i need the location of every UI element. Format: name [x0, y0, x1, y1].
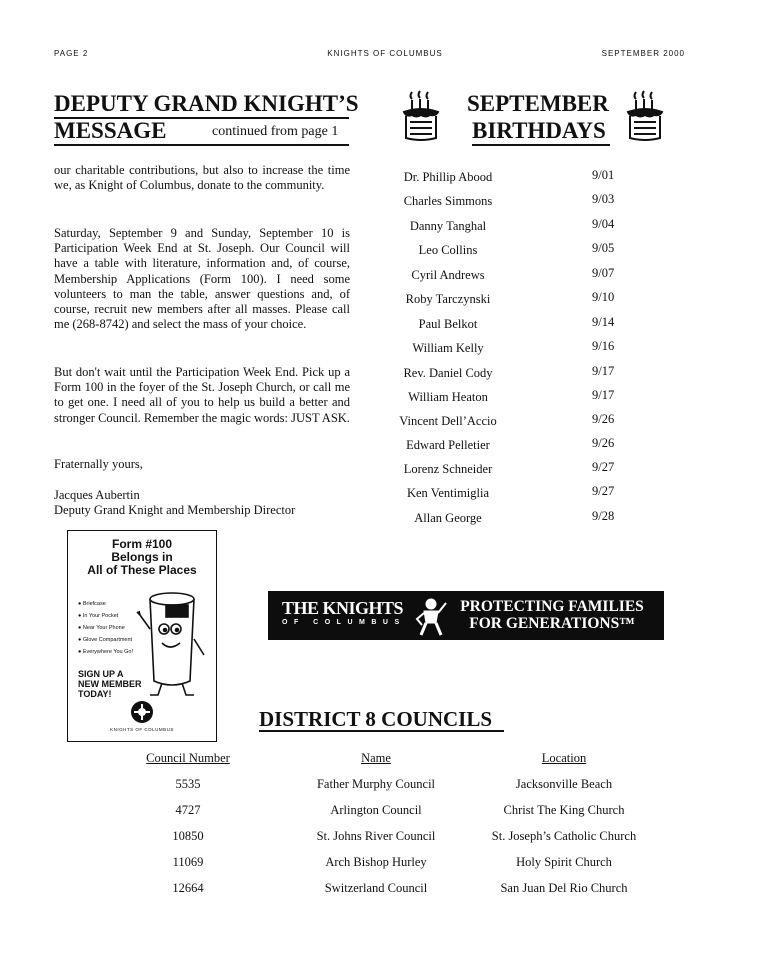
birthday-name: William Kelly	[412, 341, 484, 355]
birthday-date: 9/16	[592, 339, 615, 353]
knight-figure-icon	[414, 595, 448, 637]
birthdays-title-line1: SEPTEMBER	[467, 91, 609, 116]
dgk-title-line2: MESSAGE	[54, 118, 167, 143]
birthday-date: 9/17	[592, 388, 615, 402]
dgk-continued-note: continued from page 1	[212, 124, 339, 139]
dgk-paragraph-3: But don't wait until the Participation Week End. Pick up a Form 100 in the foyer of the St. Joseph Church, or call me to get one. I need all of you to help us build a better and stronger Council. Remember the magic words: JUST ASK.	[54, 365, 350, 425]
birthday-name: Edward Pelletier	[406, 438, 490, 452]
birthday-date: 9/26	[592, 412, 615, 426]
birthday-name: Charles Simmons	[403, 194, 493, 208]
birthday-name: Ken Ventimiglia	[406, 486, 490, 500]
birthday-name: Leo Collins	[418, 243, 478, 257]
birthday-name: Allan George	[414, 511, 482, 525]
birthday-name: Cyril Andrews	[411, 268, 485, 282]
council-number-cell: 4727	[175, 803, 201, 817]
council-name-cell: Arch Bishop Hurley	[325, 855, 427, 869]
form-mascot-icon	[136, 589, 208, 699]
birthday-date: 9/04	[592, 217, 615, 231]
dgk-title-line1: DEPUTY GRAND KNIGHT’S	[54, 91, 359, 116]
birthdays-title-line2: BIRTHDAYS	[472, 118, 606, 143]
dgk-signature-name: Jacques Aubertin	[54, 488, 140, 502]
birthday-name: William Heaton	[408, 390, 488, 404]
dgk-signature-title: Deputy Grand Knight and Membership Director	[54, 503, 296, 517]
birthday-cake-icon	[398, 88, 444, 142]
form-ad-bullet: ● In Your Pocket	[78, 613, 119, 619]
issue-date: SEPTEMBER 2000	[601, 49, 685, 58]
birthday-date: 9/27	[592, 460, 615, 474]
dgk-title-underline-2	[54, 144, 349, 146]
form-ad-cta-3: TODAY!	[78, 689, 112, 699]
councils-header-location: Location	[541, 751, 587, 765]
protecting-families-banner	[268, 591, 664, 640]
form-ad-bullet: ● Glove Compartment	[78, 637, 133, 643]
council-number-cell: 5535	[175, 777, 201, 791]
councils-header-number: Council Number	[146, 751, 230, 765]
form-ad-title-1: Form #100	[111, 537, 173, 551]
council-number-cell: 11069	[172, 855, 204, 869]
form-ad-bullet: ● Everywhere You Go!	[78, 649, 134, 655]
birthday-name: Lorenz Schneider	[403, 462, 493, 476]
form-ad-bullets	[78, 598, 133, 658]
birthdays-title-underline	[472, 144, 610, 146]
birthday-date: 9/07	[592, 266, 615, 280]
council-location-cell: Christ The King Church	[503, 803, 625, 817]
council-location-cell: St. Joseph’s Catholic Church	[491, 829, 637, 843]
form-ad-bullet: ● Near Your Phone	[78, 625, 125, 631]
council-location-cell: San Juan Del Rio Church	[500, 881, 628, 895]
birthday-name: Roby Tarczynski	[405, 292, 491, 306]
council-location-cell: Jacksonville Beach	[515, 777, 613, 791]
council-number-cell: 10850	[172, 829, 204, 843]
council-name-cell: St. Johns River Council	[316, 829, 436, 843]
knights-emblem-icon	[127, 699, 157, 725]
birthday-date: 9/28	[592, 509, 615, 523]
birthday-name: Dr. Phillip Abood	[403, 170, 493, 184]
birthday-name: Rev. Daniel Cody	[403, 366, 493, 380]
birthday-date: 9/17	[592, 364, 615, 378]
newsletter-name: KNIGHTS OF COLUMBUS	[327, 49, 443, 58]
dgk-paragraph-2: Saturday, September 9 and Sunday, September 10 is Participation Week End at St. Joseph. Our Council will have a table with literature, information and, of course, Membership Applications (Form 100). I need some volunteers to man the table, answer questions and, of course, recruit new members after all masses. Please call me (268-8742) and select the mass of your choice.	[54, 226, 350, 332]
form-ad-bullet: ● Briefcase	[78, 601, 106, 607]
birthday-name: Vincent Dell’Accio	[399, 414, 497, 428]
council-name-cell: Father Murphy Council	[316, 777, 436, 791]
council-location-cell: Holy Spirit Church	[516, 855, 612, 869]
birthday-date: 9/03	[592, 192, 615, 206]
councils-title-underline	[259, 730, 504, 732]
birthday-name: Danny Tanghal	[409, 219, 487, 233]
council-number-cell: 12664	[172, 881, 204, 895]
form-ad-cta-2: NEW MEMBER	[78, 679, 142, 689]
birthday-date: 9/05	[592, 241, 615, 255]
form-ad-emblem-caption: KNIGHTS OF COLUMBUS	[110, 727, 174, 732]
council-name-cell: Switzerland Council	[324, 881, 428, 895]
page-number: PAGE 2	[54, 49, 89, 58]
banner-knights-title: THE KNIGHTS	[282, 598, 404, 618]
dgk-paragraph-1: our charitable contributions, but also to increase the time we, as Knight of Columbus, donate to the community.	[54, 163, 350, 193]
form-ad-title-3: All of These Places	[87, 563, 197, 577]
form-100-ad	[67, 530, 217, 742]
birthday-date: 9/01	[592, 168, 615, 182]
birthday-cake-icon	[622, 88, 668, 142]
birthday-date: 9/26	[592, 436, 615, 450]
birthday-date: 9/14	[592, 315, 615, 329]
form-ad-title-2: Belongs in	[111, 550, 173, 564]
birthday-date: 9/27	[592, 484, 615, 498]
banner-slogan-line1: PROTECTING FAMILIES	[460, 598, 644, 615]
banner-of-columbus: OF COLUMBUS	[282, 619, 406, 626]
council-name-cell: Arlington Council	[330, 803, 422, 817]
councils-title: DISTRICT 8 COUNCILS	[259, 707, 493, 731]
birthday-name: Paul Belkot	[418, 317, 478, 331]
councils-header-name: Name	[361, 751, 391, 765]
dgk-closing: Fraternally yours,	[54, 457, 143, 471]
form-ad-cta-1: SIGN UP A	[78, 669, 124, 679]
birthday-date: 9/10	[592, 290, 615, 304]
banner-slogan-line2: FOR GENERATIONS™	[469, 615, 635, 632]
